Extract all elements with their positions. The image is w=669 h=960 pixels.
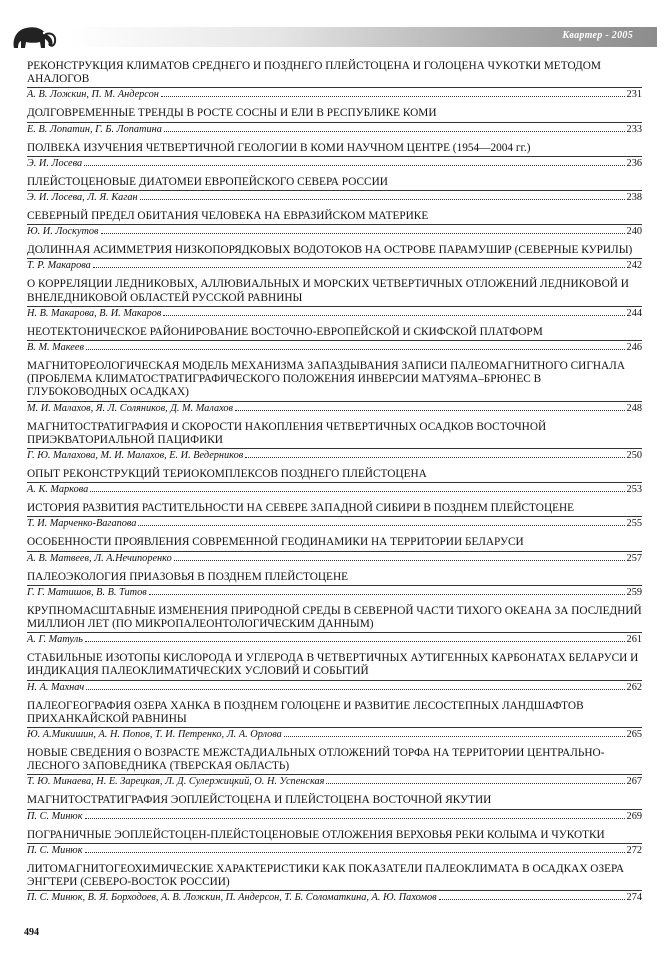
entry-page: 246 bbox=[626, 342, 642, 354]
entry-author-row bbox=[27, 809, 642, 823]
entry-page: 265 bbox=[626, 729, 642, 741]
dot-leader bbox=[161, 96, 625, 97]
entry-title: СТАБИЛЬНЫЕ ИЗОТОПЫ КИСЛОРОДА И УГЛЕРОДА В ЧЕТВЕРТИЧНЫХ АУТИГЕННЫХ КАРБОНАТАХ БЕЛАРУСИ И ИНДИКАЦИЯ ПАЛЕОКЛИМАТИЧЕСКИХ УСЛОВИЙ И СОБЫТИЙ bbox=[27, 652, 639, 678]
entry-author-row bbox=[27, 680, 642, 694]
dot-leader bbox=[245, 457, 624, 458]
dot-leader bbox=[138, 525, 624, 526]
toc-entry bbox=[27, 794, 642, 822]
entry-title: ПОЛВЕКА ИЗУЧЕНИЯ ЧЕТВЕРТИЧНОЙ ГЕОЛОГИИ В КОМИ НАУЧНОМ ЦЕНТРЕ (1954—2004 гг.) bbox=[27, 141, 531, 154]
table-of-contents bbox=[27, 60, 642, 910]
entry-title: ЛИТОМАГНИТОГЕОХИМИЧЕСКИЕ ХАРАКТЕРИСТИКИ КАК ПОКАЗАТЕЛИ ПАЛЕОКЛИМАТА В ОСАДКАХ ОЗЕРА ЭНГТЕРИ (СЕВЕРО-ВОСТОК РОССИИ) bbox=[27, 862, 625, 889]
entry-authors: Э. И. Лосева bbox=[27, 157, 83, 169]
entry-authors: Э. И. Лосева, Л. Я. Каган bbox=[27, 192, 138, 204]
entry-page: 236 bbox=[626, 157, 642, 169]
toc-entry bbox=[27, 142, 642, 170]
entry-author-row bbox=[27, 340, 642, 354]
toc-entry bbox=[27, 652, 642, 693]
entry-author-row bbox=[27, 190, 642, 204]
entry-author-row bbox=[27, 774, 642, 788]
entry-authors: П. С. Минюк, В. Я. Борходоев, А. В. Ложкин, П. Андерсон, Т. Б. Соломаткина, А. Ю. Пахомов bbox=[27, 892, 437, 904]
dot-leader bbox=[101, 233, 625, 234]
dot-leader bbox=[140, 199, 625, 200]
dot-leader bbox=[163, 315, 624, 316]
toc-entry bbox=[27, 571, 642, 599]
page-number: 494 bbox=[24, 927, 39, 938]
entry-author-row bbox=[27, 448, 642, 462]
entry-author-row bbox=[27, 551, 642, 565]
mammoth-logo-icon bbox=[8, 22, 58, 52]
entry-authors: Г. Ю. Малахова, М. И. Малахов, Е. И. Ведерников bbox=[27, 450, 244, 462]
entry-page: 233 bbox=[626, 123, 642, 135]
entry-author-row bbox=[27, 585, 642, 599]
entry-authors: П. С. Минюк bbox=[27, 844, 83, 856]
entry-author-row bbox=[27, 87, 642, 101]
entry-page: 274 bbox=[626, 892, 642, 904]
toc-entry bbox=[27, 700, 642, 741]
page-header bbox=[0, 0, 669, 54]
toc-entry bbox=[27, 60, 642, 101]
toc-entry bbox=[27, 421, 642, 462]
entry-authors: М. И. Малахов, Я. Л. Соляников, Д. М. Малахов bbox=[27, 402, 234, 414]
entry-authors: Н. А. Махнач bbox=[27, 681, 85, 693]
toc-entry bbox=[27, 605, 642, 646]
toc-entry bbox=[27, 210, 642, 238]
toc-entry bbox=[27, 326, 642, 354]
entry-title: МАГНИТОСТРАТИГРАФИЯ ЭОПЛЕЙСТОЦЕНА И ПЛЕЙСТОЦЕНА ВОСТОЧНОЙ ЯКУТИИ bbox=[27, 794, 492, 807]
entry-authors: Т. Р. Макарова bbox=[27, 260, 91, 272]
entry-title: ОПЫТ РЕКОНСТРУКЦИЙ ТЕРИОКОМПЛЕКСОВ ПОЗДНЕГО ПЛЕЙСТОЦЕНА bbox=[27, 468, 427, 481]
toc-entry bbox=[27, 502, 642, 530]
dot-leader bbox=[85, 641, 625, 642]
entry-authors: П. С. Минюк bbox=[27, 810, 83, 822]
entry-title: МАГНИТОСТРАТИГРАФИЯ И СКОРОСТИ НАКОПЛЕНИЯ ЧЕТВЕРТИЧНЫХ ОСАДКОВ ВОСТОЧНОЙ ПРИЭКВАТОРИАЛЬНОЙ ПАЦИФИКИ bbox=[27, 420, 547, 446]
entry-page: 269 bbox=[626, 810, 642, 822]
entry-title: ПЛЕЙСТОЦЕНОВЫЕ ДИАТОМЕИ ЕВРОПЕЙСКОГО СЕВЕРА РОССИИ bbox=[27, 175, 388, 188]
entry-page: 255 bbox=[626, 518, 642, 530]
entry-page: 267 bbox=[626, 776, 642, 788]
entry-title: НЕОТЕКТОНИЧЕСКОЕ РАЙОНИРОВАНИЕ ВОСТОЧНО-ЕВРОПЕЙСКОЙ И СКИФСКОЙ ПЛАТФОРМ bbox=[27, 325, 543, 338]
dot-leader bbox=[84, 165, 624, 166]
dot-leader bbox=[326, 783, 624, 784]
entry-author-row bbox=[27, 632, 642, 646]
entry-page: 261 bbox=[626, 634, 642, 646]
dot-leader bbox=[284, 736, 625, 737]
toc-entry bbox=[27, 829, 642, 857]
toc-entry bbox=[27, 107, 642, 135]
entry-authors: Г. Г. Матишов, В. В. Титов bbox=[27, 586, 147, 598]
dot-leader bbox=[90, 491, 624, 492]
toc-entry bbox=[27, 536, 642, 564]
dot-leader bbox=[85, 818, 625, 819]
entry-page: 272 bbox=[626, 844, 642, 856]
toc-entry bbox=[27, 176, 642, 204]
dot-leader bbox=[164, 131, 625, 132]
entry-title: НОВЫЕ СВЕДЕНИЯ О ВОЗРАСТЕ МЕЖСТАДИАЛЬНЫХ ОТЛОЖЕНИЙ ТОРФА НА ТЕРРИТОРИИ ЦЕНТРАЛЬНО-ЛЕСНОГО ЗАПОВЕДНИКА (ТВЕРСКАЯ ОБЛАСТЬ) bbox=[27, 747, 605, 773]
entry-title: ДОЛГОВРЕМЕННЫЕ ТРЕНДЫ В РОСТЕ СОСНЫ И ЕЛИ В РЕСПУБЛИКЕ КОМИ bbox=[27, 107, 437, 120]
entry-author-row bbox=[27, 890, 642, 904]
entry-authors: А. Г. Матуль bbox=[27, 634, 83, 646]
entry-title: РЕКОНСТРУКЦИЯ КЛИМАТОВ СРЕДНЕГО И ПОЗДНЕГО ПЛЕЙСТОЦЕНА И ГОЛОЦЕНА ЧУКОТКИ МЕТОДОМ АНАЛОГОВ bbox=[27, 60, 601, 86]
entry-page: 242 bbox=[626, 260, 642, 272]
entry-page: 257 bbox=[626, 552, 642, 564]
entry-author-row bbox=[27, 516, 642, 530]
entry-author-row bbox=[27, 258, 642, 272]
entry-title: ПАЛЕОГЕОГРАФИЯ ОЗЕРА ХАНКА В ПОЗДНЕМ ГОЛОЦЕНЕ И РАЗВИТИЕ ЛЕСОСТЕПНЫХ ЛАНДШАФТОВ ПРИХАНКАЙСКОЙ РАВНИНЫ bbox=[27, 699, 584, 725]
entry-author-row bbox=[27, 224, 642, 238]
entry-authors: Т. И. Марченко-Вагапова bbox=[27, 518, 137, 530]
entry-authors: А. В. Матвеев, Л. А.Нечипоренко bbox=[27, 552, 172, 564]
entry-page: 240 bbox=[626, 226, 642, 238]
entry-page: 231 bbox=[626, 89, 642, 101]
entry-author-row bbox=[27, 401, 642, 415]
dot-leader bbox=[174, 560, 625, 561]
entry-page: 259 bbox=[626, 586, 642, 598]
entry-page: 238 bbox=[626, 192, 642, 204]
entry-author-row bbox=[27, 727, 642, 741]
entry-authors: Н. В. Макарова, В. И. Макаров bbox=[27, 307, 162, 319]
toc-entry bbox=[27, 747, 642, 788]
dot-leader bbox=[149, 594, 625, 595]
dot-leader bbox=[235, 410, 625, 411]
entry-title: СЕВЕРНЫЙ ПРЕДЕЛ ОБИТАНИЯ ЧЕЛОВЕКА НА ЕВРАЗИЙСКОМ МАТЕРИКЕ bbox=[27, 210, 429, 223]
entry-author-row bbox=[27, 156, 642, 170]
entry-title: О КОРРЕЛЯЦИИ ЛЕДНИКОВЫХ, АЛЛЮВИАЛЬНЫХ И МОРСКИХ ЧЕТВЕРТИЧНЫХ ОТЛОЖЕНИЙ ЛЕДНИКОВОЙ И ВНЕЛЕДНИКОВОЙ ОБЛАСТЕЙ РУССКОЙ РАВНИНЫ bbox=[27, 278, 629, 304]
entry-title: ИСТОРИЯ РАЗВИТИЯ РАСТИТЕЛЬНОСТИ НА СЕВЕРЕ ЗАПАДНОЙ СИБИРИ В ПОЗДНЕМ ПЛЕЙСТОЦЕНЕ bbox=[27, 502, 575, 515]
dot-leader bbox=[86, 689, 624, 690]
toc-entry bbox=[27, 360, 642, 415]
toc-entry bbox=[27, 244, 642, 272]
entry-page: 244 bbox=[626, 307, 642, 319]
dot-leader bbox=[439, 899, 625, 900]
toc-entry bbox=[27, 468, 642, 496]
entry-page: 262 bbox=[626, 681, 642, 693]
entry-authors: Ю. А.Микишин, А. Н. Попов, Т. И. Петренко, Л. А. Орлова bbox=[27, 729, 282, 741]
dot-leader bbox=[86, 349, 625, 350]
entry-author-row bbox=[27, 843, 642, 857]
entry-author-row bbox=[27, 122, 642, 136]
entry-authors: Т. Ю. Минаева, Н. Е. Зарецкая, Л. Д. Сулержицкий, О. Н. Успенская bbox=[27, 776, 325, 788]
entry-authors: А. К. Маркова bbox=[27, 484, 89, 496]
entry-title: ОСОБЕННОСТИ ПРОЯВЛЕНИЯ СОВРЕМЕННОЙ ГЕОДИНАМИКИ НА ТЕРРИТОРИИ БЕЛАРУСИ bbox=[27, 536, 524, 549]
toc-entry bbox=[27, 278, 642, 319]
entry-page: 248 bbox=[626, 402, 642, 414]
journal-banner bbox=[70, 27, 657, 47]
entry-title: ПАЛЕОЭКОЛОГИЯ ПРИАЗОВЬЯ В ПОЗДНЕМ ПЛЕЙСТОЦЕНЕ bbox=[27, 570, 349, 583]
entry-authors: Е. В. Лопатин, Г. Б. Лопатина bbox=[27, 123, 162, 135]
entry-title: КРУПНОМАСШТАБНЫЕ ИЗМЕНЕНИЯ ПРИРОДНОЙ СРЕДЫ В СЕВЕРНОЙ ЧАСТИ ТИХОГО ОКЕАНА ЗА ПОСЛЕДНИЙ МИЛЛИОН ЛЕТ (ПО МИКРОПАЛЕОНТОЛОГИЧЕСКИМ ДАННЫМ) bbox=[27, 604, 642, 631]
entry-title: ДОЛИННАЯ АСИММЕТРИЯ НИЗКОПОРЯДКОВЫХ ВОДОТОКОВ НА ОСТРОВЕ ПАРАМУШИР (СЕВЕРНЫЕ КУРИЛЫ) bbox=[27, 244, 633, 257]
entry-author-row bbox=[27, 306, 642, 320]
entry-authors: В. М. Макеев bbox=[27, 342, 84, 354]
toc-entry bbox=[27, 863, 642, 904]
entry-title: МАГНИТОРЕОЛОГИЧЕСКАЯ МОДЕЛЬ МЕХАНИЗМА ЗАПАЗДЫВАНИЯ ЗАПИСИ ПАЛЕОМАГНИТНОГО СИГНАЛА (ПРОБЛЕМА КЛИМАТОСТРАТИГРАФИЧЕСКОГО ПОЛОЖЕНИЯ ИНВЕРСИИ МАТУЯМА–БРЮНЕС В ГЛУБОКОВОДНЫХ ОСАДКАХ) bbox=[27, 360, 626, 399]
dot-leader bbox=[93, 267, 625, 268]
entry-page: 253 bbox=[626, 484, 642, 496]
entry-page: 250 bbox=[626, 450, 642, 462]
dot-leader bbox=[85, 852, 625, 853]
entry-authors: Ю. И. Лоскутов bbox=[27, 226, 99, 238]
journal-title: Квартер - 2005 bbox=[562, 30, 633, 41]
entry-authors: А. В. Ложкин, П. М. Андерсон bbox=[27, 89, 159, 101]
entry-title: ПОГРАНИЧНЫЕ ЭОПЛЕЙСТОЦЕН-ПЛЕЙСТОЦЕНОВЫЕ ОТЛОЖЕНИЯ ВЕРХОВЬЯ РЕКИ КОЛЫМА И ЧУКОТКИ bbox=[27, 828, 605, 841]
entry-author-row bbox=[27, 482, 642, 496]
